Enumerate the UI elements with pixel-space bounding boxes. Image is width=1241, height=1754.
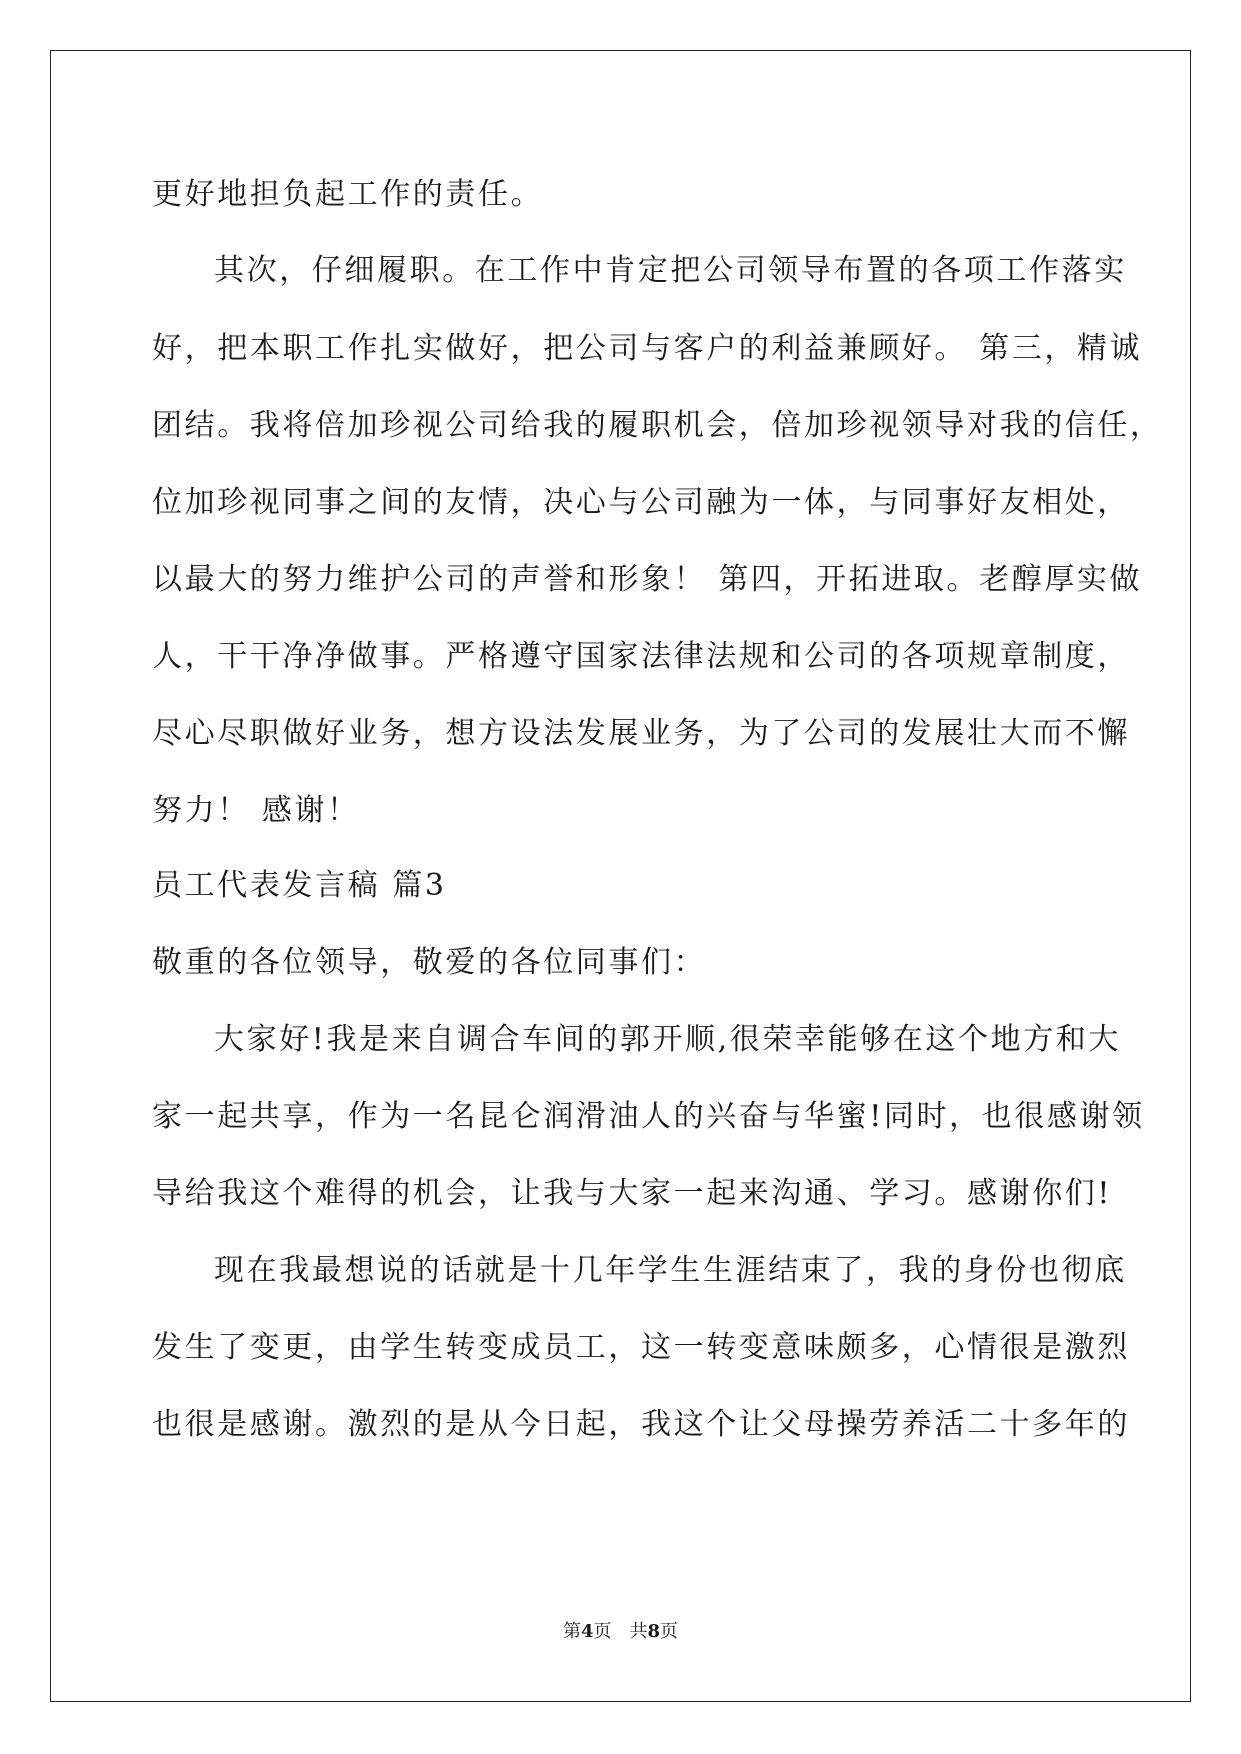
total-page-number: 8: [647, 1621, 661, 1642]
text-line: 其次，仔细履职。在工作中肯定把公司领导布置的各项工作落实: [214, 253, 1127, 288]
text-line: 发生了变更，由学生转变成员工，这一转变意味颇多，心情很是激烈: [152, 1330, 1130, 1365]
current-page-number: 4: [580, 1621, 594, 1642]
text-line: 大家好!我是来自调合车间的郭开顺,很荣幸能够在这个地方和大: [214, 1022, 1121, 1057]
text-line: 家一起共享，作为一名昆仑润滑油人的兴奋与华蜜!同时，也很感谢领: [152, 1099, 1145, 1134]
text-line: 努力！ 感谢！: [152, 793, 360, 828]
text-line: 团结。我将倍加珍视公司给我的履职机会，倍加珍视领导对我的信任，: [152, 408, 1163, 443]
footer-suffix: 页: [660, 1621, 679, 1642]
text-line: 敬重的各位领导，敬爱的各位同事们：: [152, 945, 707, 980]
footer-mid: 页 共: [593, 1621, 648, 1642]
text-line: 位加珍视同事之间的友情，决心与公司融为一体，与同事好友相处，: [152, 485, 1130, 520]
text-line: 现在我最想说的话就是十几年学生生涯结束了，我的身份也彻底: [214, 1253, 1127, 1288]
text-line: 也很是感谢。激烈的是从今日起，我这个让父母操劳养活二十多年的: [152, 1407, 1130, 1442]
footer-prefix: 第: [562, 1621, 581, 1642]
text-line: 人，干干净净做事。严格遵守国家法律法规和公司的各项规章制度，: [152, 639, 1130, 674]
text-line: 尽心尽职做好业务，想方设法发展业务，为了公司的发展壮大而不懈: [152, 716, 1130, 751]
page-footer: [0, 1620, 1241, 1644]
text-line: 更好地担负起工作的责任。: [152, 177, 544, 212]
text-line: 导给我这个难得的机会，让我与大家一起来沟通、学习。感谢你们!: [152, 1176, 1113, 1211]
text-line: 好，把本职工作扎实做好，把公司与客户的利益兼顾好。 第三，精诚: [152, 331, 1143, 366]
text-line: 以最大的努力维护公司的声誉和形象！ 第四，开拓进取。老醇厚实做: [152, 562, 1143, 597]
section-heading: 员工代表发言稿 篇3: [152, 868, 447, 903]
